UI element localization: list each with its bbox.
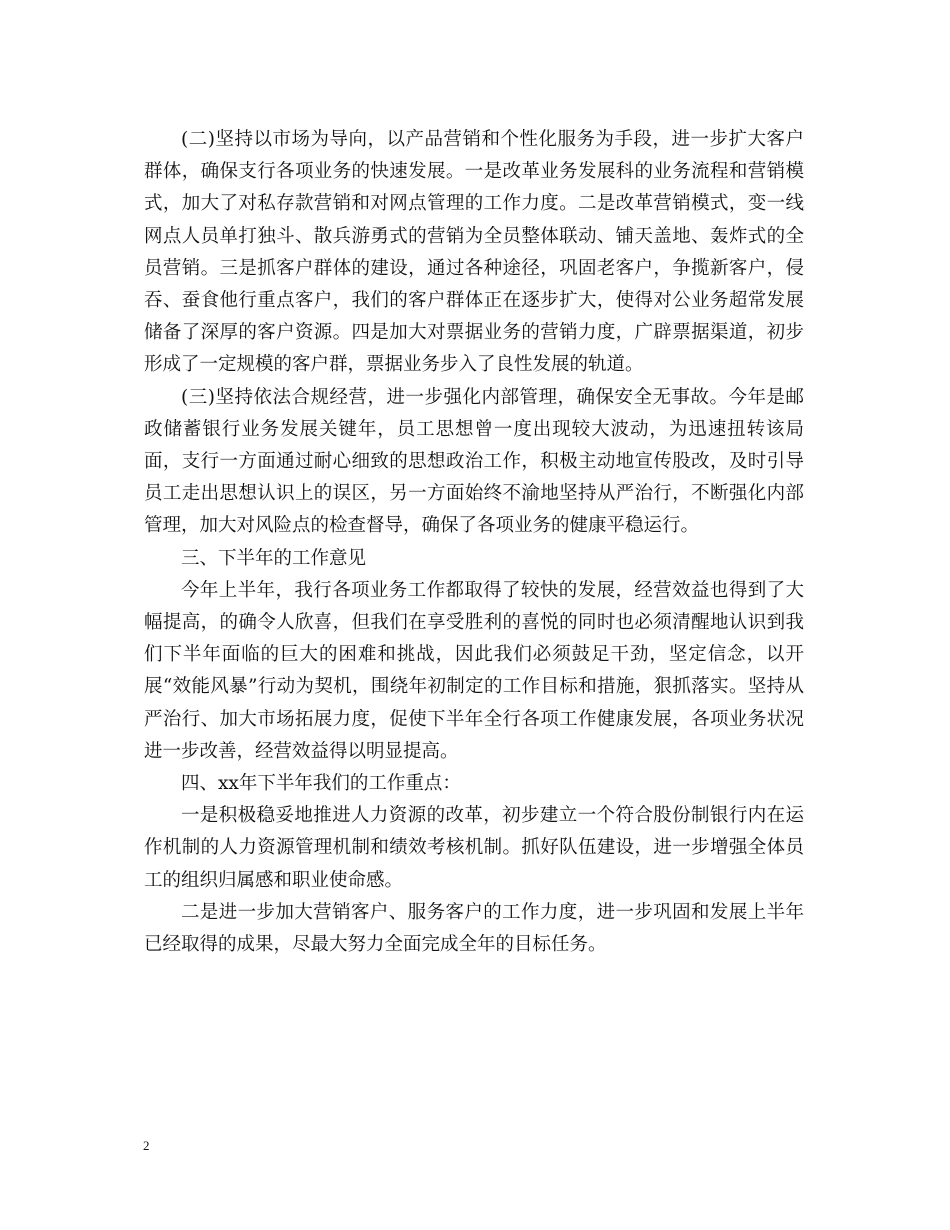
paragraph-marketing: (二)坚持以市场为导向，以产品营销和个性化服务为手段，进一步扩大客户群体，确保支行各项业务的快速发展。一是改革业务发展科的业务流程和营销模式，加大了对私存款营销和对网点管理的工作力度。二是改革营销模式，变一线网点人员单打独斗、散兵游勇式的营销为全员整体联动、铺天盖地、轰炸式的全员营销。三是抓客户群体的建设，通过各种途径，巩固老客户，争揽新客户，侵吞、蚕食他行重点客户，我们的客户群体正在逐步扩大，使得对公业务超常发展储备了深厚的客户资源。四是加大对票据业务的营销力度，广辟票据渠道，初步形成了一定规模的客户群，票据业务步入了良性发展的轨道。 <box>144 129 804 376</box>
document-body <box>144 124 804 961</box>
paragraph-customer-marketing: 二是进一步加大营销客户、服务客户的工作力度，进一步巩固和发展上半年已经取得的成果，尽最大努力全面完成全年的目标任务。 <box>144 901 804 956</box>
paragraph-first-half-summary: 今年上半年，我行各项业务工作都取得了较快的发展，经营效益也得到了大幅提高，的确令人欣喜，但我们在享受胜利的喜悦的同时也必须清醒地认识到我们下半年面临的巨大的困难和挑战，因此我们必须鼓足干劲，坚定信念，以开展“效能风暴”行动为契机，围绕年初制定的工作目标和措施，狠抓落实。坚持从严治行、加大市场拓展力度，促使下半年全行各项工作健康发展，各项业务状况进一步改善，经营效益得以明显提高。 <box>144 579 804 762</box>
section-heading-second-half-opinions: 三、下半年的工作意见 <box>181 547 367 569</box>
paragraph-hr-reform: 一是积极稳妥地推进人力资源的改革，初步建立一个符合股份制银行内在运作机制的人力资源管理机制和绩效考核机制。抓好队伍建设，进一步增强全体员工的组织归属感和职业使命感。 <box>144 805 804 891</box>
paragraph-compliance: (三)坚持依法合规经营，进一步强化内部管理，确保安全无事故。今年是邮政储蓄银行业务发展关键年，员工思想曾一度出现较大波动，为迅速扭转该局面，支行一方面通过耐心细致的思想政治工作，积极主动地宣传股改，及时引导员工走出思想认识上的误区，另一方面始终不渝地坚持从严治行，不断强化内部管理，加大对风险点的检查督导，确保了各项业务的健康平稳运行。 <box>144 386 804 537</box>
section-heading-work-focus: 四、xx年下半年我们的工作重点： <box>181 773 461 795</box>
page-number: 2 <box>143 1138 150 1153</box>
